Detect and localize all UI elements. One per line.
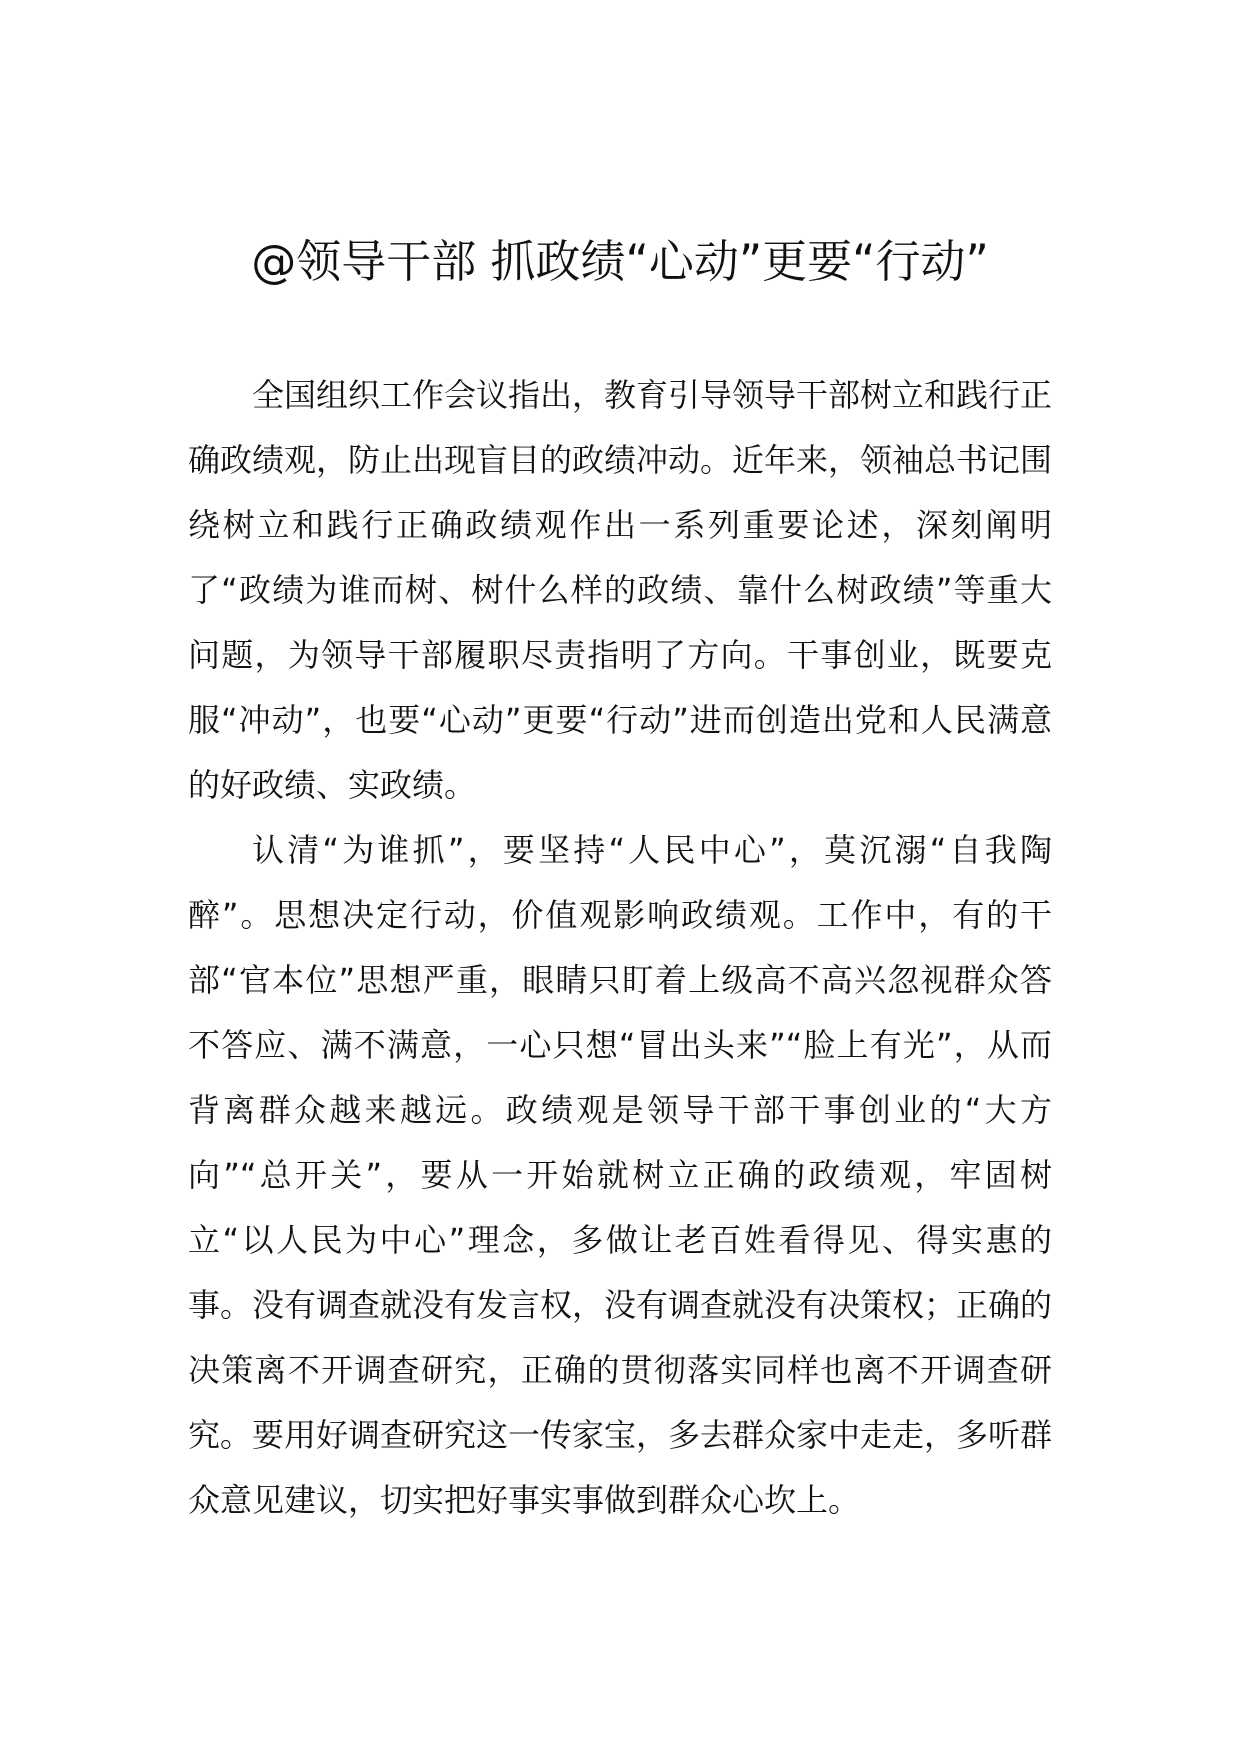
document-body xyxy=(188,363,1052,1533)
paragraph-2: 认清“为谁抓”，要坚持“人民中心”，莫沉溺“自我陶醉”。思想决定行动，价值观影响政绩观。工作中，有的干部“官本位”思想严重，眼睛只盯着上级高不高兴忽视群众答不答应、满不满意，一心只想“冒出头来”“脸上有光”，从而背离群众越来越远。政绩观是领导干部干事创业的“大方向”“总开关”，要从一开始就树立正确的政绩观，牢固树立“以人民为中心”理念，多做让老百姓看得见、得实惠的事。没有调查就没有发言权，没有调查就没有决策权；正确的决策离不开调查研究，正确的贯彻落实同样也离不开调查研究。要用好调查研究这一传家宝，多去群众家中走走，多听群众意见建议，切实把好事实事做到群众心坎上。 xyxy=(188,831,1053,1519)
document-title: @领导干部 抓政绩“心动”更要“行动” xyxy=(251,235,989,288)
paragraph-1: 全国组织工作会议指出，教育引导领导干部树立和践行正确政绩观，防止出现盲目的政绩冲动。近年来，领袖总书记围绕树立和践行正确政绩观作出一系列重要论述，深刻阐明了“政绩为谁而树、树什么样的政绩、靠什么树政绩”等重大问题，为领导干部履职尽责指明了方向。干事创业，既要克服“冲动”，也要“心动”更要“行动”进而创造出党和人民满意的好政绩、实政绩。 xyxy=(188,376,1053,804)
